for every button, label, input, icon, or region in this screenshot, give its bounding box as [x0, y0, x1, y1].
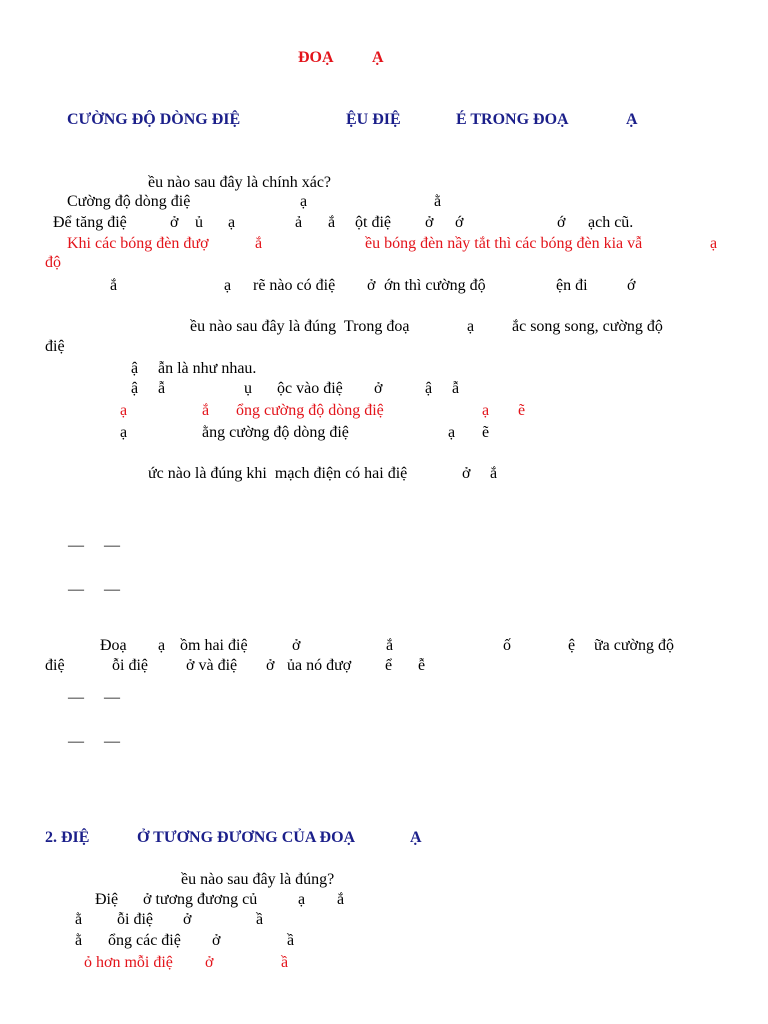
question-prompt: ắ	[386, 637, 394, 654]
title-part: Ạ	[372, 49, 384, 66]
question-prompt: ở	[266, 657, 275, 674]
question-prompt: Đoạ	[100, 637, 127, 654]
question-prompt: điệ	[45, 657, 65, 674]
option-b-text: ạch cũ.	[588, 214, 634, 231]
option-c-text: ạ	[482, 402, 490, 419]
option-a-text: ở tương đương củ	[143, 891, 258, 908]
question-prompt: ồm hai điệ	[180, 637, 248, 654]
title-part: ĐOẠ	[298, 49, 334, 66]
question-prompt: ạ	[467, 318, 475, 335]
question-prompt: ắ	[490, 465, 498, 482]
option-d-text: ằng cường độ dòng điệ	[202, 424, 349, 441]
question-prompt: ữa cường độ	[594, 637, 675, 654]
question-prompt: ể	[385, 657, 393, 674]
formula-dash: —	[68, 689, 84, 706]
formula-dash: —	[68, 733, 84, 750]
option-c-text: ổng các điệ	[108, 932, 181, 949]
option-c-text: ều bóng đèn nầy tắt thì các bóng đèn kia vẫ	[365, 235, 643, 252]
option-c-text: ạ	[710, 235, 718, 252]
option-a-text: ắ	[337, 891, 345, 908]
question-prompt: ạ	[158, 637, 166, 654]
option-d-text: ầ	[281, 954, 289, 971]
option-b-text: ở	[374, 380, 383, 397]
question-prompt: ều nào sau đây là đúng?	[181, 871, 335, 888]
option-b-text: ở	[425, 214, 434, 231]
option-b-text: Để tăng điệ	[53, 214, 127, 231]
option-b-text: ớ	[455, 214, 464, 231]
option-c-text: độ	[45, 254, 61, 271]
option-b-text: ầ	[256, 911, 264, 928]
option-b-text: ở	[170, 214, 179, 231]
option-d-text: ớ	[627, 277, 636, 294]
option-b-text: ỗi điệ	[117, 911, 153, 928]
option-b-text: ở	[183, 911, 192, 928]
formula-dash: —	[104, 581, 120, 598]
option-c-text: ắ	[202, 402, 210, 419]
question-prompt: ủa nó đượ	[287, 657, 352, 674]
formula-dash: —	[104, 689, 120, 706]
option-d-text: rẽ nào có điệ	[253, 277, 336, 294]
heading-part: Ạ	[410, 829, 422, 846]
option-b-text: ắ	[328, 214, 336, 231]
question-prompt: điệ	[45, 338, 65, 355]
heading-part: 2. ĐIỆ	[45, 829, 90, 846]
option-b-text: ậ	[131, 380, 139, 397]
option-b-text: ậ	[425, 380, 433, 397]
option-b-text: ẫ	[158, 380, 166, 397]
question-prompt: ở	[292, 637, 301, 654]
option-c-text: ẽ	[518, 402, 526, 419]
option-a-text: ạ	[298, 891, 306, 908]
option-a-text: ậ	[131, 360, 139, 377]
heading-part: É TRONG ĐOẠ	[456, 111, 569, 128]
option-d-text: ạ	[120, 424, 128, 441]
option-d-text: ớn thì cường độ	[384, 277, 486, 294]
option-d-text: ẽ	[482, 424, 490, 441]
option-b-text: ả	[295, 214, 303, 231]
option-d-text: ắ	[110, 277, 118, 294]
heading-part: Ạ	[626, 111, 638, 128]
formula-dash: —	[104, 537, 120, 554]
option-c-text: Khi các bóng đèn đượ	[67, 235, 209, 252]
option-d-text: ỏ hơn mỗi điệ	[84, 954, 173, 971]
question-prompt: ở	[462, 465, 471, 482]
question-prompt: ệ	[568, 637, 576, 654]
option-b-text: ạ	[228, 214, 236, 231]
option-d-text: ở	[205, 954, 214, 971]
option-b-text: ủ	[195, 214, 203, 231]
option-d-text: ở	[367, 277, 376, 294]
option-c-text: ạ	[120, 402, 128, 419]
option-c-text: ầ	[287, 932, 295, 949]
option-c-text: ở	[212, 932, 221, 949]
question-prompt: ức nào là đúng khi mạch điện có hai điệ	[148, 465, 408, 482]
question-prompt: ễ	[418, 657, 426, 674]
heading-part: ỆU ĐIỆ	[346, 111, 401, 128]
option-c-text: ằ	[75, 932, 83, 949]
question-prompt: ố	[503, 637, 511, 654]
option-c-text: ổng cường độ dòng điệ	[236, 402, 384, 419]
option-a-text: ẫn là như nhau.	[158, 360, 257, 377]
option-a-text: Cường độ dòng điệ	[67, 193, 191, 210]
option-d-text: ạ	[224, 277, 232, 294]
heading-part: Ở TƯƠNG ĐƯƠNG CỦA ĐOẠ	[137, 829, 356, 846]
option-b-text: ằ	[75, 911, 83, 928]
option-d-text: ạ	[448, 424, 456, 441]
question-prompt: ắc song song, cường độ	[512, 318, 663, 335]
formula-dash: —	[68, 537, 84, 554]
option-b-text: ột điệ	[355, 214, 391, 231]
question-prompt: ỗi điệ	[112, 657, 148, 674]
option-a-text: Điệ	[95, 891, 119, 908]
option-b-text: ộc vào điệ	[277, 380, 343, 397]
option-c-text: ắ	[255, 235, 263, 252]
heading-part: CƯỜNG ĐỘ DÒNG ĐIỆ	[67, 111, 241, 128]
option-a-text: ạ	[300, 193, 308, 210]
option-a-text: ằ	[434, 193, 442, 210]
question-prompt: ở và điệ	[186, 657, 238, 674]
option-d-text: ện đi	[556, 277, 588, 294]
option-b-text: ụ	[244, 380, 252, 397]
formula-dash: —	[104, 733, 120, 750]
formula-dash: —	[68, 581, 84, 598]
question-prompt: ều nào sau đây là chính xác?	[148, 174, 332, 191]
option-b-text: ớ	[557, 214, 566, 231]
question-prompt: ều nào sau đây là đúng Trong đoạ	[190, 318, 410, 335]
option-b-text: ẫ	[452, 380, 460, 397]
